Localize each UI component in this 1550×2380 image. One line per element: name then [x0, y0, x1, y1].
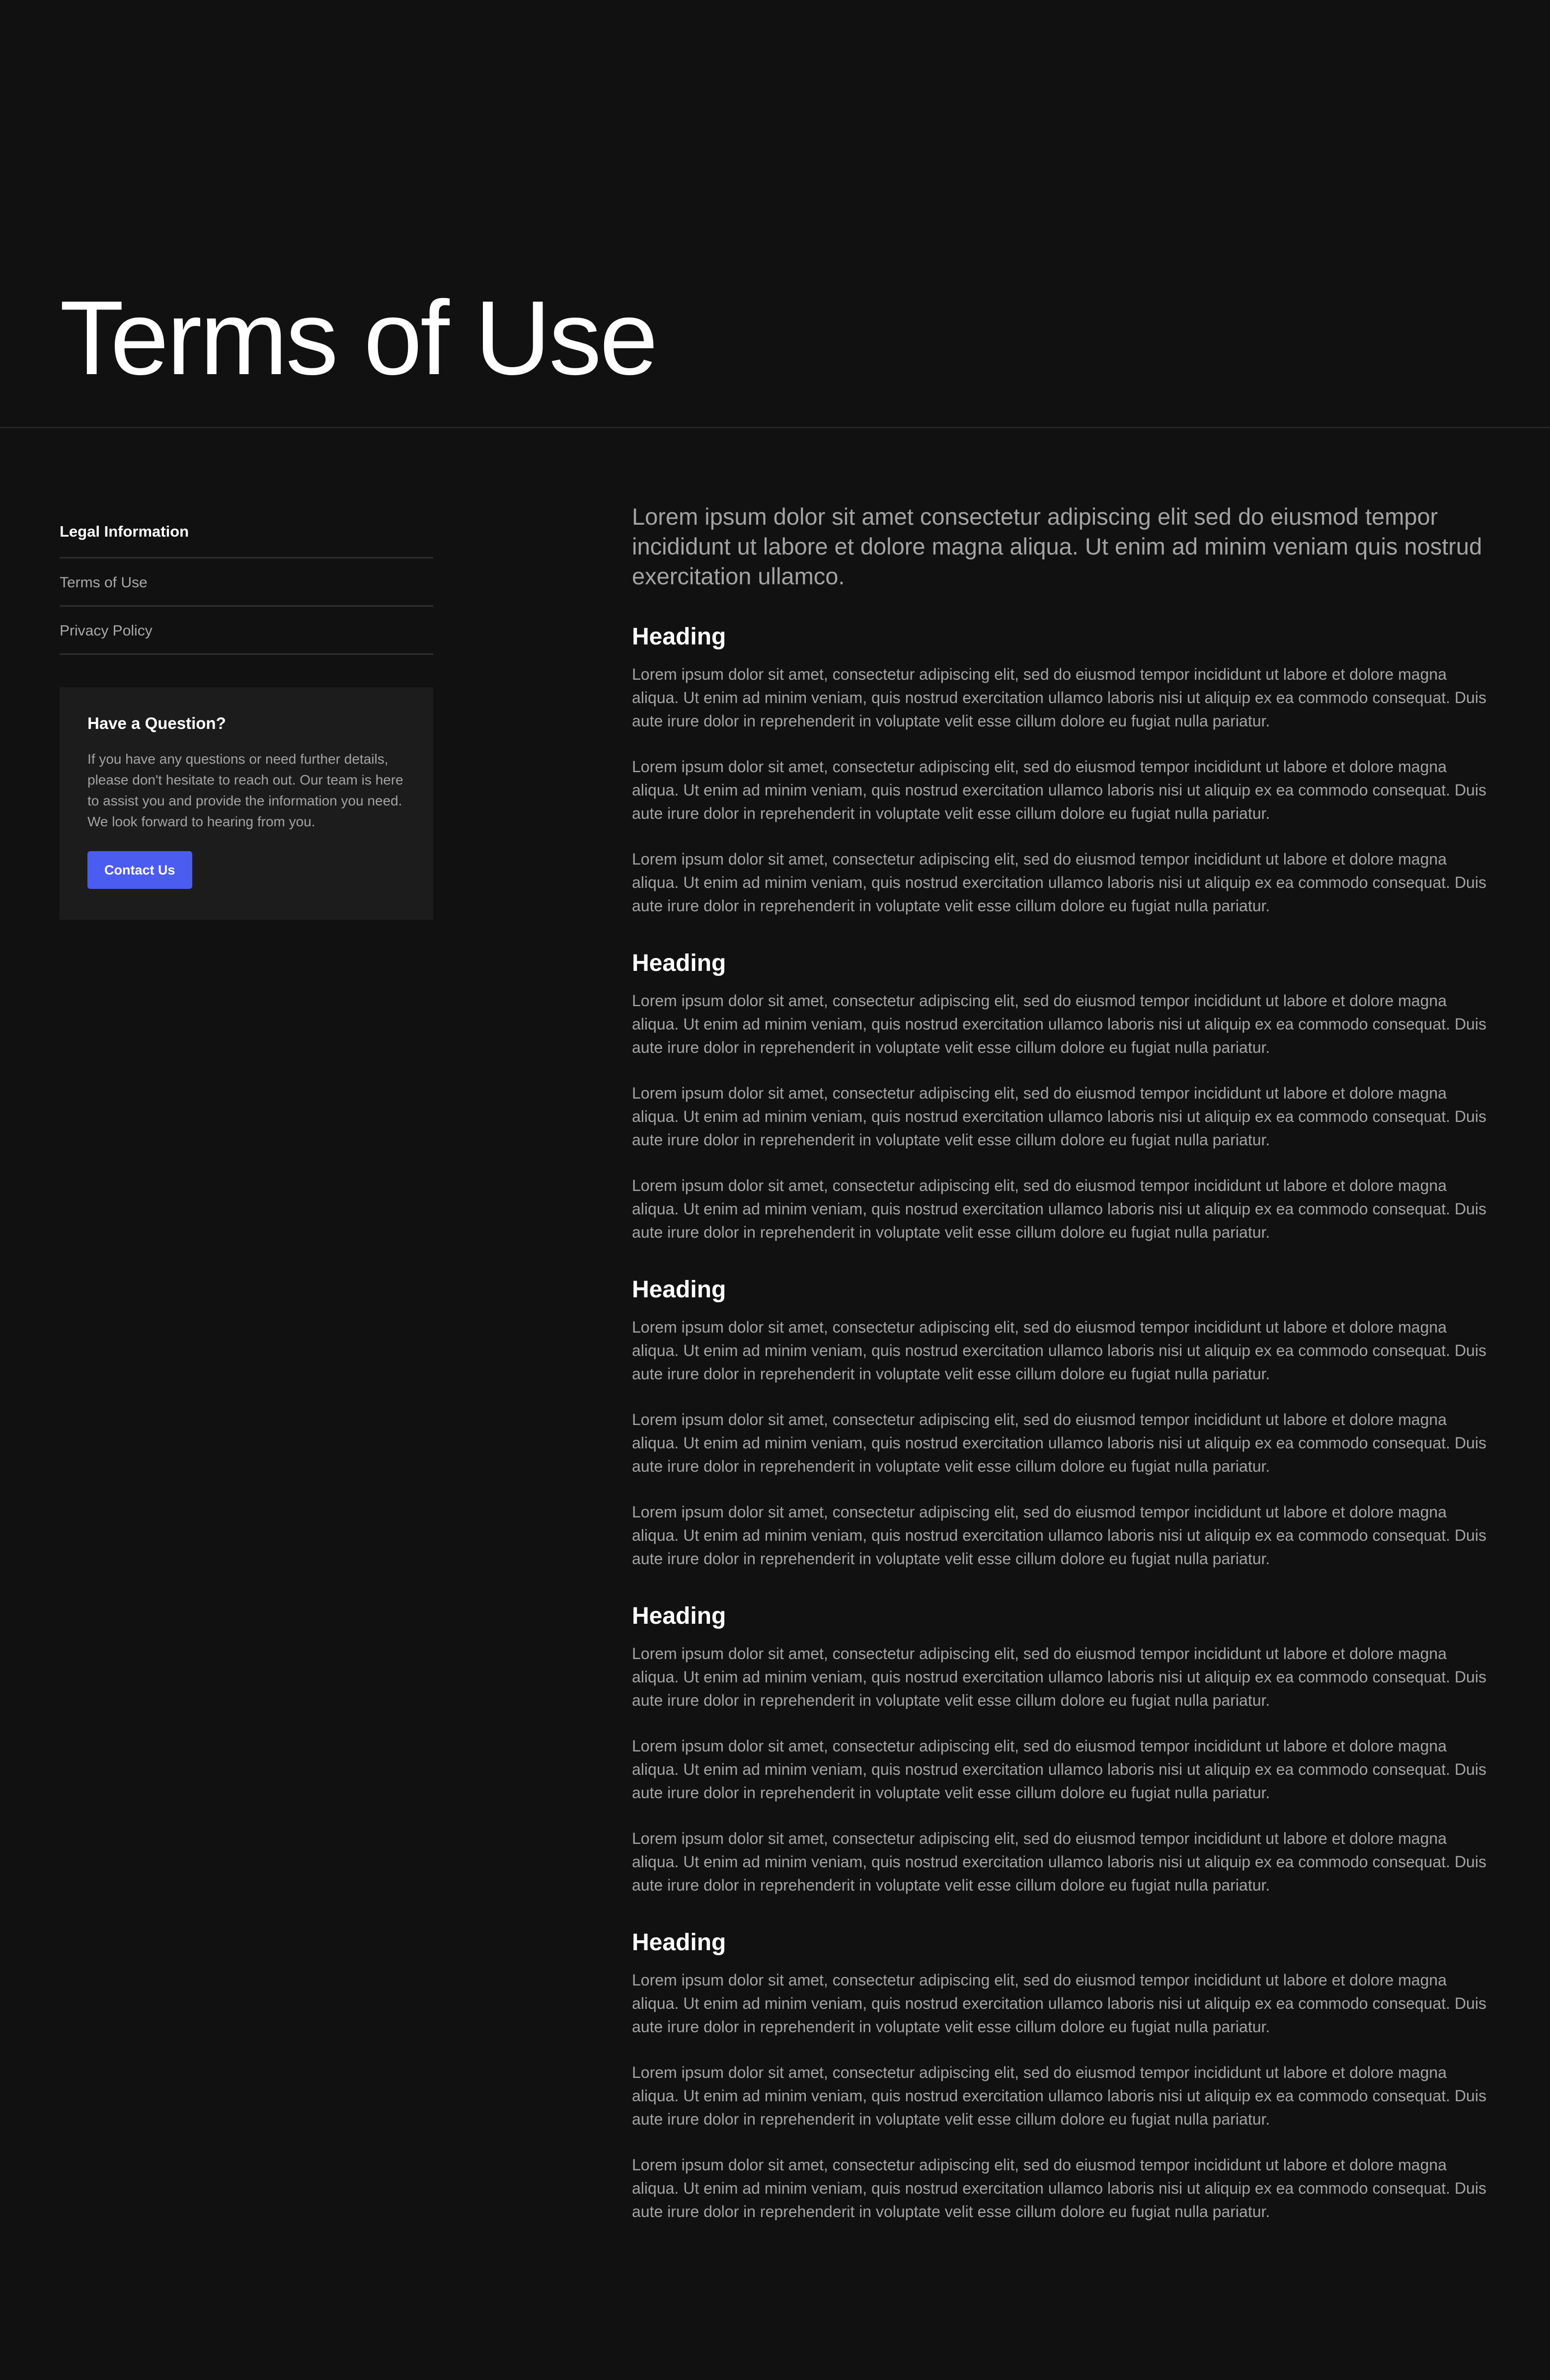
legal-nav — [60, 512, 433, 655]
section-paragraph: Lorem ipsum dolor sit amet, consectetur adipiscing elit, sed do eiusmod tempor incididunt ut labore et dolore magna aliqua. Ut enim ad minim veniam, quis nostrud exercitation ullamco laboris nisi ut aliquip ex ea commodo consequat. Duis aute irure dolor in reprehenderit in voluptate velit esse cillum dolore eu fugiat nulla pariatur. — [632, 2063, 1486, 2128]
section-paragraph: Lorem ipsum dolor sit amet, consectetur adipiscing elit, sed do eiusmod tempor incididunt ut labore et dolore magna aliqua. Ut enim ad minim veniam, quis nostrud exercitation ullamco laboris nisi ut aliquip ex ea commodo consequat. Duis aute irure dolor in reprehenderit in voluptate velit esse cillum dolore eu fugiat nulla pariatur. — [632, 992, 1486, 1056]
section-paragraph: Lorem ipsum dolor sit amet, consectetur adipiscing elit, sed do eiusmod tempor incididunt ut labore et dolore magna aliqua. Ut enim ad minim veniam, quis nostrud exercitation ullamco laboris nisi ut aliquip ex ea commodo consequat. Duis aute irure dolor in reprehenderit in voluptate velit esse cillum dolore eu fugiat nulla pariatur. — [632, 2156, 1486, 2221]
section-paragraph: Lorem ipsum dolor sit amet, consectetur adipiscing elit, sed do eiusmod tempor incididunt ut labore et dolore magna aliqua. Ut enim ad minim veniam, quis nostrud exercitation ullamco laboris nisi ut aliquip ex ea commodo consequat. Duis aute irure dolor in reprehenderit in voluptate velit esse cillum dolore eu fugiat nulla pariatur. — [632, 758, 1486, 822]
section-paragraph: Lorem ipsum dolor sit amet, consectetur adipiscing elit, sed do eiusmod tempor incididunt ut labore et dolore magna aliqua. Ut enim ad minim veniam, quis nostrud exercitation ullamco laboris nisi ut aliquip ex ea commodo consequat. Duis aute irure dolor in reprehenderit in voluptate velit esse cillum dolore eu fugiat nulla pariatur. — [632, 665, 1486, 730]
section-heading: Heading — [632, 1603, 726, 1629]
question-card-title: Have a Question? — [87, 714, 226, 732]
contact-us-button[interactable]: Contact Us — [87, 851, 192, 889]
section-paragraph: Lorem ipsum dolor sit amet, consectetur adipiscing elit, sed do eiusmod tempor incididunt ut labore et dolore magna aliqua. Ut enim ad minim veniam, quis nostrud exercitation ullamco laboris nisi ut aliquip ex ea commodo consequat. Duis aute irure dolor in reprehenderit in voluptate velit esse cillum dolore eu fugiat nulla pariatur. — [632, 1737, 1486, 1802]
question-card — [60, 687, 433, 920]
section-paragraph: Lorem ipsum dolor sit amet, consectetur adipiscing elit, sed do eiusmod tempor incididunt ut labore et dolore magna aliqua. Ut enim ad minim veniam, quis nostrud exercitation ullamco laboris nisi ut aliquip ex ea commodo consequat. Duis aute irure dolor in reprehenderit in voluptate velit esse cillum dolore eu fugiat nulla pariatur. — [632, 1829, 1486, 1894]
section-paragraph: Lorem ipsum dolor sit amet, consectetur adipiscing elit, sed do eiusmod tempor incididunt ut labore et dolore magna aliqua. Ut enim ad minim veniam, quis nostrud exercitation ullamco laboris nisi ut aliquip ex ea commodo consequat. Duis aute irure dolor in reprehenderit in voluptate velit esse cillum dolore eu fugiat nulla pariatur. — [632, 1971, 1486, 2036]
section-heading: Heading — [632, 624, 726, 650]
nav-heading-legal-information: Legal Information — [60, 512, 433, 558]
section-heading: Heading — [632, 1276, 726, 1303]
page-hero — [0, 0, 1550, 428]
section-paragraph: Lorem ipsum dolor sit amet, consectetur adipiscing elit, sed do eiusmod tempor incididunt ut labore et dolore magna aliqua. Ut enim ad minim veniam, quis nostrud exercitation ullamco laboris nisi ut aliquip ex ea commodo consequat. Duis aute irure dolor in reprehenderit in voluptate velit esse cillum dolore eu fugiat nulla pariatur. — [632, 1503, 1486, 1568]
terms-section — [632, 1928, 1496, 2223]
terms-section — [632, 622, 1496, 918]
section-paragraph: Lorem ipsum dolor sit amet, consectetur adipiscing elit, sed do eiusmod tempor incididunt ut labore et dolore magna aliqua. Ut enim ad minim veniam, quis nostrud exercitation ullamco laboris nisi ut aliquip ex ea commodo consequat. Duis aute irure dolor in reprehenderit in voluptate velit esse cillum dolore eu fugiat nulla pariatur. — [632, 1084, 1486, 1149]
section-paragraph: Lorem ipsum dolor sit amet, consectetur adipiscing elit, sed do eiusmod tempor incididunt ut labore et dolore magna aliqua. Ut enim ad minim veniam, quis nostrud exercitation ullamco laboris nisi ut aliquip ex ea commodo consequat. Duis aute irure dolor in reprehenderit in voluptate velit esse cillum dolore eu fugiat nulla pariatur. — [632, 1411, 1486, 1475]
legal-sidebar — [60, 512, 433, 920]
intro-paragraph: Lorem ipsum dolor sit amet consectetur adipiscing elit sed do eiusmod tempor incididunt ut labore et dolore magna aliqua. Ut enim ad minim veniam quis nostrud exercitation ullamco. — [632, 503, 1482, 589]
nav-item-privacy-policy[interactable]: Privacy Policy — [60, 607, 433, 655]
terms-section — [632, 949, 1496, 1244]
section-paragraph: Lorem ipsum dolor sit amet, consectetur adipiscing elit, sed do eiusmod tempor incididunt ut labore et dolore magna aliqua. Ut enim ad minim veniam, quis nostrud exercitation ullamco laboris nisi ut aliquip ex ea commodo consequat. Duis aute irure dolor in reprehenderit in voluptate velit esse cillum dolore eu fugiat nulla pariatur. — [632, 1645, 1486, 1709]
section-heading: Heading — [632, 950, 726, 976]
terms-section — [632, 1601, 1496, 1897]
question-card-text: If you have any questions or need further details, please don't hesitate to reach out. Our team is here to assist you and provide the information you need. We look forward to hearing from you. — [87, 751, 403, 829]
section-heading: Heading — [632, 1929, 726, 1956]
section-paragraph: Lorem ipsum dolor sit amet, consectetur adipiscing elit, sed do eiusmod tempor incididunt ut labore et dolore magna aliqua. Ut enim ad minim veniam, quis nostrud exercitation ullamco laboris nisi ut aliquip ex ea commodo consequat. Duis aute irure dolor in reprehenderit in voluptate velit esse cillum dolore eu fugiat nulla pariatur. — [632, 1177, 1486, 1241]
page-title: Terms of Use — [60, 279, 656, 397]
nav-item-terms-of-use[interactable]: Terms of Use — [60, 558, 433, 607]
terms-section — [632, 1275, 1496, 1571]
section-paragraph: Lorem ipsum dolor sit amet, consectetur adipiscing elit, sed do eiusmod tempor incididunt ut labore et dolore magna aliqua. Ut enim ad minim veniam, quis nostrud exercitation ullamco laboris nisi ut aliquip ex ea commodo consequat. Duis aute irure dolor in reprehenderit in voluptate velit esse cillum dolore eu fugiat nulla pariatur. — [632, 1318, 1486, 1383]
terms-content — [632, 502, 1496, 2223]
section-paragraph: Lorem ipsum dolor sit amet, consectetur adipiscing elit, sed do eiusmod tempor incididunt ut labore et dolore magna aliqua. Ut enim ad minim veniam, quis nostrud exercitation ullamco laboris nisi ut aliquip ex ea commodo consequat. Duis aute irure dolor in reprehenderit in voluptate velit esse cillum dolore eu fugiat nulla pariatur. — [632, 850, 1486, 915]
